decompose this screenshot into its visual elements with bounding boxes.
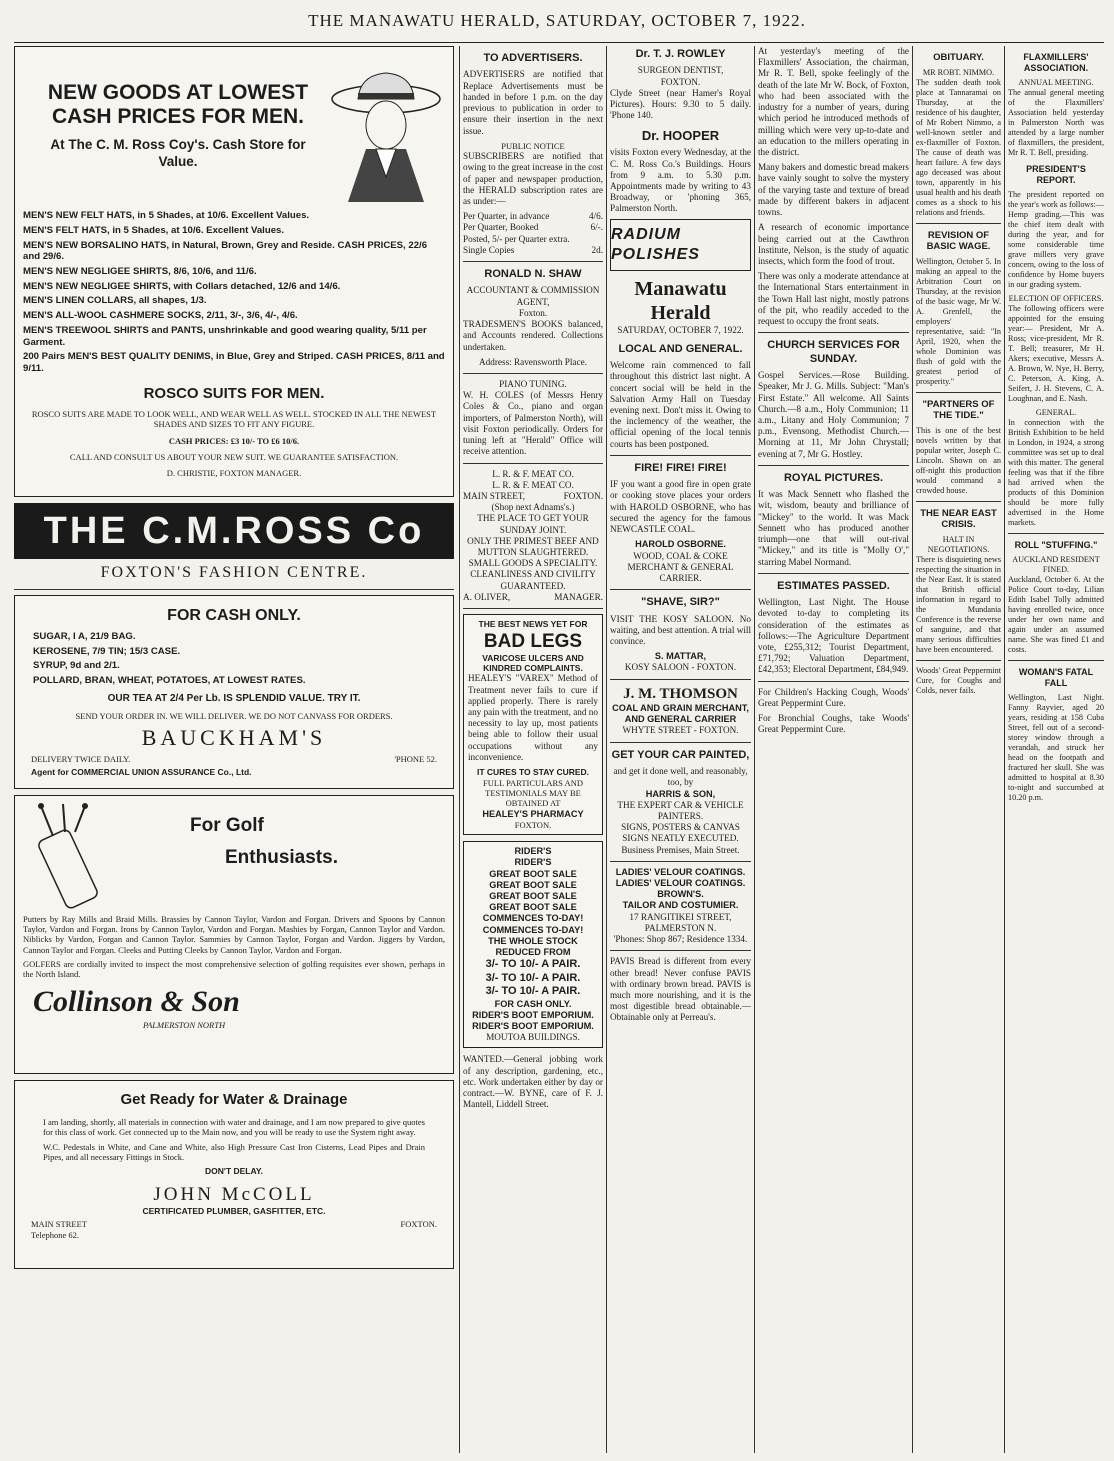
ross-item: MEN'S TREEWOOL SHIRTS and PANTS, unshrinkable and good wearing quality, 5/11 per Garment.: [23, 324, 427, 348]
mccoll-body2: W.C. Pedestals in White, and Cane and White, also High Pressure Cast Iron Cisterns, Lead Pipes and Drain Pipes, and all necessary Fittings in Stock.: [43, 1141, 425, 1162]
advertisers-body: ADVERTISERS are notified that Replace Advertisements must be handed in before 1 p.m. on the day previous to publication in order to ensure their insertion in the next issue.: [463, 69, 603, 136]
column-five: [916, 46, 1001, 1453]
rate-value: 2d.: [591, 244, 603, 255]
bauckham-prices: [33, 631, 445, 687]
sale-line: GREAT BOOT SALE: [489, 879, 577, 890]
cash-only: FOR CASH ONLY.: [494, 998, 572, 1009]
rate-label: Posted, 5/- per Quarter extra.: [463, 233, 570, 244]
reduced-from: REDUCED FROM: [495, 947, 571, 958]
ross-advertisement: [14, 46, 454, 497]
meat-title: L. R. & F. MEAT CO.: [492, 479, 574, 490]
bad-legs-body: HEALEY'S "VAREX" Method of Treatment never fails to cure if applied properly. There is rarely any pain with the treatment, and no necessity to lay up, most patients being able to follow their usual occupations without any inconvenience.: [468, 673, 598, 762]
public-notice-title: PUBLIC NOTICE: [501, 140, 565, 151]
masthead-rule: [14, 42, 1104, 43]
column-divider: [754, 46, 755, 1453]
estimates-body: Wellington, Last Night. The House devoted to-day to completing its consideration of the estimates as follows:—The Agriculture Department vote, £255,312; Tourist Department, £71,792; Valuation Department, £42,353; Electoral Department, £84,949.: [758, 597, 909, 675]
meat-street: MAIN STREET,: [463, 490, 526, 501]
osborne-name: HAROLD OSBORNE.: [635, 539, 726, 550]
estimates-title: ESTIMATES PASSED.: [777, 579, 890, 592]
bauckham-item: SYRUP, 9d and 2/1.: [33, 660, 120, 672]
car-body: and get it done well, and reasonably, too, by: [613, 766, 748, 788]
harris-line: THE EXPERT CAR & VEHICLE PAINTERS.: [617, 799, 744, 821]
column-divider: [912, 46, 913, 1453]
emporium-line: RIDER'S BOOT EMPORIUM.: [472, 1021, 594, 1031]
fatal-fall-body: Wellington, Last Night. Fanny Rayvier, aged 20 years, residing at 158 Cuba Street, fell out of a second-storey window through a verandah, and struck her head on the footpath and fractured her skull. She was admitted to hospital at 8.30 to-night and succumbed at 10.20 p.m.: [1008, 692, 1104, 802]
harris-name: HARRIS & SON,: [645, 788, 716, 799]
basic-wage-body: Wellington, October 5. In making an appeal to the Arbitration Court on Thursday, at the revision of the basic wage, Mr W. A. Grenfell, the employers' representative, said: "In April, 1920, when the whole Dominion was flush of gold with the greatest period of prosperity.": [916, 256, 1001, 386]
stars-news: There was only a moderate attendance at the International Stars entertainment in the Town Hall last night, mostly patrons of the pit, who readily acceded to the request to occupy the front seats.: [758, 271, 909, 327]
partners-body: This is one of the best novels written by that popular writer, Joseph C. Lincoln. Shown on an off-night this production would command a crowded house.: [916, 425, 1001, 495]
report-body: The president reported on the year's work as follows:— Hemp grading.—This was the chief item dealt with during the year, and for some considerable time grave millers very grave concern, owing to the loss of confidence by Home buyers in our grading system.: [1008, 189, 1104, 289]
rosco-suits-prices: CASH PRICES: £3 10/- TO £6 10/6.: [168, 435, 300, 446]
rate-value: 6/-.: [590, 222, 603, 233]
flaxmillers-sub: ANNUAL MEETING.: [1018, 77, 1094, 87]
thomson-name: J. M. THOMSON: [623, 685, 738, 702]
rate-label: Single Copies: [463, 244, 515, 255]
shaw-title: ACCOUNTANT & COMMISSION AGENT,: [466, 285, 600, 307]
hooper-body: visits Foxton every Wednesday, at the C. M. Ross Co.'s Buildings. Hours from 9 a.m. to 5.30 p.m. Appointments made by writing to 43 Broadway, or 'phoning 365, Palmerston North.: [610, 147, 751, 214]
mccoll-title: Get Ready for Water & Drainage: [120, 1090, 348, 1108]
shaw-name: RONALD N. SHAW: [484, 268, 582, 281]
emporium-line: RIDER'S BOOT EMPORIUM.: [472, 1009, 594, 1020]
ross-item: MEN'S FELT HATS, in 5 Shades, at 10/6. Excellent Values.: [23, 224, 285, 236]
report-title: PRESIDENT'S REPORT.: [1026, 163, 1086, 185]
ross-item: MEN'S NEW FELT HATS, in 5 Shades, at 10/6. Excellent Values.: [23, 210, 310, 222]
ross-item: MEN'S NEW BORSALINO HATS, in Natural, Brown, Grey and Reside. CASH PRICES, 22/6 and 29/6.: [23, 239, 428, 263]
riders-title: RIDER'S: [514, 857, 552, 868]
officers-body: The following officers were appointed for the ensuing year:— President, Mr A. Ross; vice-president, Mr R. T. Bell; treasurer, Mr H. Akers; executive, Messrs A. A. Brown, W. Nye, H. Berry, C. Peterson, A. King, A. Seifert, J. H. Stevens, C. A. Loughnan, and E. Nash.: [1008, 303, 1104, 403]
meat-title: L. R. & F. MEAT CO.: [492, 468, 574, 479]
riders-advertisement: [463, 841, 603, 1048]
bauckham-phone: 'PHONE 52.: [394, 754, 437, 765]
ross-item: MEN'S NEW NEGLIGEE SHIRTS, 8/6, 10/6, and 11/6.: [23, 266, 257, 278]
cawthron-news: A research of economic importance being carried out at the Cawthron Institute, Nelson, is the study of aquatic insects, which form the food of trout.: [758, 222, 909, 266]
bad-legs-top: THE BEST NEWS YET FOR: [478, 619, 588, 630]
peppermint-cure-note: Woods' Great Peppermint Cure, for Coughs and Colds, never fails.: [916, 666, 1001, 696]
harris-signs: SIGNS, POSTERS & CANVAS SIGNS NEATLY EXECUTED.: [621, 822, 740, 844]
obituary-title: OBITUARY.: [933, 52, 984, 63]
rosco-suits-title: ROSCO SUITS FOR MEN.: [143, 384, 325, 402]
ross-manager: D. CHRISTIE, FOXTON MANAGER.: [166, 468, 302, 479]
near-east-sub: HALT IN NEGOTIATIONS.: [927, 535, 990, 555]
gentleman-in-hat-illustration: [328, 67, 443, 202]
advertisers-title: TO ADVERTISERS.: [483, 52, 583, 64]
fatal-fall-title: WOMAN'S FATAL FALL: [1018, 666, 1094, 688]
bad-legs-title: BAD LEGS: [483, 630, 583, 652]
meat-line: ONLY THE PRIMEST BEEF AND MUTTON SLAUGHTERED.: [467, 535, 599, 558]
meat-line: SMALL GOODS A SPECIALITY.: [468, 558, 598, 569]
masthead: THE MANAWATU HERALD, SATURDAY, OCTOBER 7, 1922.: [308, 11, 806, 30]
shave-body: VISIT THE KOSY SALOON. No waiting, and best attention. A trial will convince.: [610, 613, 751, 647]
browns-name: BROWN'S.: [657, 889, 704, 900]
column-divider: [1004, 46, 1005, 1453]
car-title: GET YOUR CAR PAINTED,: [611, 748, 750, 761]
rowley-town: FOXTON.: [660, 76, 701, 87]
flaxmillers-news: At yesterday's meeting of the Flaxmillers' Association, the chairman, Mr R. T. Bell, spoke feelingly of the death of the late Mr W. Bock, of Foxton, who had been associated with the industry for a number of years, during which period he introduced methods of milling which were very up-to-date and an education to the millers operating in the district.: [758, 46, 909, 157]
sale-line: GREAT BOOT SALE: [489, 891, 577, 902]
meat-shop: (Shop next Adnams's.): [491, 502, 575, 513]
whole-stock: THE WHOLE STOCK: [488, 935, 578, 946]
near-east-body: There is disquieting news respecting the situation in the Near East. It is stated that British official information in regard to the Mundania Conference is the reverse of sanguine, and that many serious difficulties have been encountered.: [916, 555, 1001, 655]
wanted-notice: WANTED.—General jobbing work of any description, gardening, etc., etc. Work undertaken either by day or contract.—W. BYNE, care of F. J. Mantell, Liddell Street.: [463, 1054, 603, 1110]
ross-item: MEN'S NEW NEGLIGEE SHIRTS, with Collars detached, 12/6 and 14/6.: [23, 280, 341, 292]
ross-call-to-action: CALL AND CONSULT US ABOUT YOUR NEW SUIT. WE GUARANTEE SATISFACTION.: [69, 452, 399, 463]
obituary-body: The sudden death took place at Tannaramai on Thursday, at the residence of his daughter, of Mr Robert Nimmo, a well-known settler and ex-flaxmiller of Foxton. The cause of death was heart failure. A few days ago deceased was about town, apparently in his usual health and his death comes as a shock to his relations and friends.: [916, 77, 1001, 217]
bauckham-item: KEROSENE, 7/9 TIN; 15/3 CASE.: [33, 645, 181, 657]
mattar-name: S. MATTAR,: [654, 651, 707, 662]
general-title: GENERAL.: [1035, 407, 1077, 417]
left-ads-column: [14, 46, 454, 1453]
column-divider: [606, 46, 607, 1453]
bauckham-name: BAUCKHAM'S: [141, 725, 327, 751]
mccoll-phone: Telephone 62.: [31, 1229, 80, 1240]
ross-subhead: At The C. M. Ross Coy's. Cash Store for Value.: [50, 137, 306, 169]
rowley-title: SURGEON DENTIST,: [637, 65, 724, 76]
rate-label: Per Quarter, in advance: [463, 211, 550, 222]
subscription-rates: [463, 211, 603, 256]
shaw-address: Address: Ravensworth Place.: [479, 356, 587, 367]
velour-line: LADIES' VELOUR COATINGS.: [615, 878, 746, 889]
bauckham-title: FOR CASH ONLY.: [167, 606, 301, 624]
stuffing-sub: AUCKLAND RESIDENT FINED.: [1012, 554, 1100, 574]
commences-line: COMMENCES TO-DAY!: [482, 924, 584, 935]
church-body: Gospel Services.—Rose Building. Speaker, Mr J. G. Mills. Subject: "Man's First Estate." All welcome. All Saints Church.—8 a.m., Holy Communion; 11 a.m., Litany and Holy Communion; 7 p.m., Evensong. Methodist Church.—Morning at 11, Mr John Chrystall; evening at 7, Mr G. Hostley.: [758, 370, 909, 459]
bauckham-agent: Agent for COMMERCIAL UNION ASSURANCE Co., Ltd.: [31, 766, 252, 777]
bauckham-tea: OUR TEA AT 2/4 Per Lb. IS SPLENDID VALUE. TRY IT.: [107, 692, 361, 704]
meat-town: FOXTON.: [563, 490, 603, 501]
hooper-name: Dr. HOOPER: [641, 127, 720, 143]
velour-line: LADIES' VELOUR COATINGS.: [615, 866, 746, 877]
ross-headline: NEW GOODS AT LOWEST CASH PRICES FOR MEN.: [47, 81, 309, 129]
radium-polish-logo: RADIUM POLISHES: [610, 219, 751, 271]
riders-title: RIDER'S: [514, 846, 552, 857]
bauckham-send: SEND YOUR ORDER IN. WE WILL DELIVER. WE DO NOT CANVASS FOR ORDERS.: [75, 711, 393, 722]
piano-title: PIANO TUNING.: [499, 378, 567, 389]
meat-line: CLEANLINESS AND CIVILITY GUARANTEED.: [470, 569, 596, 591]
pictures-title: ROYAL PICTURES.: [783, 471, 884, 484]
shaw-body: TRADESMEN'S BOOKS balanced, and Accounts rendered. Collections undertaken.: [463, 319, 603, 352]
collinson-body: Putters by Ray Mills and Braid Mills. Brassies by Cannon Taylor, Vardon and Forgan. Drivers and Spoons by Cannon Taylor, Vardon and Forgan. Irons by Cannon Taylor, Vardon and Forgan. Mashies by Forgan, Cannon Taylor and Vardon. Niblicks by Vardon, Forgan and Cannon Taylor. Sammies by Cannon Taylor, Forgan and Vardon. Jiggers by Vardon, Cannon Taylor and Forgan. Cleeks and Putting Cleeks by Cannon Taylor, Vardon and Forgan.: [23, 913, 445, 955]
local-general-body: Welcome rain commenced to fall throughout this district last night. A concert social will be held in the Salvation Army Hall on Tuesday evening next. Don't miss it. Owing to the inclemency of the weather, the official opening of the local tennis courts has been postponed.: [610, 360, 751, 449]
browns-address: 17 RANGITIKEI STREET,: [629, 911, 732, 922]
mccoll-street: MAIN STREET: [31, 1219, 87, 1230]
collinson-place: PALMERSTON NORTH: [143, 1020, 226, 1031]
column-divider: [459, 46, 460, 1453]
thomson-title: COAL AND GRAIN MERCHANT, AND GENERAL CARRIER: [612, 703, 749, 725]
browns-town: PALMERSTON N.: [644, 922, 717, 933]
rosco-suits-text: ROSCO SUITS ARE MADE TO LOOK WELL, AND WEAR WELL AS WELL. STOCKED IN ALL THE NEWEST SHADES AND SIZES TO FIT ANY FIGURE.: [31, 408, 437, 430]
collinson-advertisement: [14, 795, 454, 1074]
commences-line: COMMENCES TO-DAY!: [482, 913, 584, 924]
flaxmillers-title: FLAXMILLERS' ASSOCIATION.: [1023, 52, 1089, 73]
column-three: [610, 46, 751, 1453]
collinson-title-line2: Enthusiasts.: [225, 846, 338, 868]
meat-line: THE PLACE TO GET YOUR SUNDAY JOINT.: [477, 513, 589, 535]
paper-date: SATURDAY, OCTOBER 7, 1922.: [617, 325, 744, 336]
harris-premises: Business Premises, Main Street.: [621, 844, 740, 855]
piano-body: W. H. COLES (of Messrs Henry Coles & Co., piano and organ importers, of Palmerston North), will visit Foxton periodically. Orders for tuning left at "Herald" Office will receive attention.: [463, 390, 603, 457]
bauckham-delivery: DELIVERY TWICE DAILY.: [31, 754, 131, 765]
meat-manager: MANAGER.: [554, 591, 603, 602]
mccoll-trade: CERTIFICATED PLUMBER, GASFITTER, ETC.: [142, 1205, 326, 1216]
golf-bag-illustration: [23, 802, 133, 912]
local-general-title: LOCAL AND GENERAL.: [618, 342, 743, 355]
bad-legs-advertisement: [463, 614, 603, 835]
peppermint-cure-note: For Children's Hacking Cough, Woods' Great Peppermint Cure.: [758, 686, 909, 708]
moutoa-buildings: MOUTOA BUILDINGS.: [486, 1032, 580, 1043]
near-east-title: THE NEAR EAST CRISIS.: [920, 507, 997, 531]
rowley-body: Clyde Street (near Hamer's Royal Pictures). Hours: 9.30 to 5 daily. 'Phone 140.: [610, 87, 751, 121]
bad-legs-cures: IT CURES TO STAY CURED.: [476, 767, 590, 778]
shave-title: "SHAVE, SIR?": [641, 596, 720, 609]
collinson-title-line1: For Golf: [190, 814, 264, 836]
peppermint-cure-note: For Bronchial Coughs, take Woods' Great Peppermint Cure.: [758, 713, 909, 735]
collinson-golfers: GOLFERS are cordially invited to inspect the most comprehensive selection of golfing requisites ever shown, perhaps in the North Island.: [23, 958, 445, 980]
rate-value: 4/6.: [588, 211, 603, 222]
osborne-line: WOOD, COAL & COKE MERCHANT & GENERAL CARRIER.: [627, 550, 734, 583]
rate-label: Per Quarter, Booked: [463, 222, 539, 233]
ross-logo: THE C.M.ROSS Co: [14, 503, 454, 559]
ross-product-list: [23, 210, 445, 374]
mattar-line: KOSY SALOON - FOXTON.: [624, 662, 737, 673]
sale-line: GREAT BOOT SALE: [489, 902, 577, 913]
sale-line: GREAT BOOT SALE: [489, 868, 577, 879]
fire-body: IF you want a good fire in open grate or cooking stove places your orders with HAROLD OSBORNE, who has secured the agency for the famous NEWCASTLE COAL.: [610, 479, 751, 535]
bakers-news: Many bakers and domestic bread makers have vainly sought to solve the mystery of the varying taste and texture of bread made by different bakers in adjacent towns.: [758, 162, 909, 218]
reduction-line: 3/- TO 10/- A PAIR.: [485, 971, 581, 984]
shaw-town: Foxton.: [518, 307, 548, 318]
flaxmillers-body: The annual general meeting of the Flaxmillers' Association held yesterday in Palmerston North was attended by a large number of flaxmillers, the president, Mr R. T. Bell, presiding.: [1008, 87, 1104, 157]
bauckham-advertisement: [14, 595, 454, 789]
reduction-line: 3/- TO 10/- A PAIR.: [485, 985, 581, 998]
reduction-line: 3/- TO 10/- A PAIR.: [485, 958, 581, 971]
browns-phones: 'Phones: Shop 867; Residence 1334.: [613, 934, 748, 945]
collinson-logo: Collinson & Son: [33, 984, 240, 1018]
obituary-name: MR ROBT. NIMMO.: [922, 67, 995, 77]
browns-title: TAILOR AND COSTUMIER.: [622, 900, 739, 911]
church-title: CHURCH SERVICES FOR SUNDAY.: [767, 339, 900, 365]
partners-title: "PARTNERS OF THE TIDE.": [922, 398, 995, 422]
pavis-bread: PAVIS Bread is different from every other bread! Never confuse PAVIS with ordinary brown bread. PAVIS is much more nourishing, and it is the most digestible bread obtainable.—Obtainable only at Perreau's.: [610, 956, 751, 1023]
column-four: [758, 46, 909, 1453]
basic-wage-title: REVISION OF BASIC WAGE.: [926, 229, 991, 253]
general-body: In connection with the British Exhibition to be held in London, in 1924, a strong committee was set up to deal with this matter. The general feeling was that if the fibre had arrived when the products of this Dominion should be more fully advertised in the Home markets.: [1008, 417, 1104, 527]
bauckham-item: SUGAR, I A, 21/9 BAG.: [33, 631, 136, 643]
mccoll-town: FOXTON.: [400, 1219, 437, 1230]
ross-item: MEN'S ALL-WOOL CASHMERE SOCKS, 2/11, 3/-, 3/6, 4/-, 4/6.: [23, 310, 298, 322]
mccoll-advertisement: [14, 1080, 454, 1269]
bad-legs-town: FOXTON.: [514, 819, 552, 830]
mccoll-body: I am landing, shortly, all materials in connection with water and drainage, and I am now prepared to give quotes for this class of work. Get connected up to the Main now, and you will be ready to use the System right away.: [43, 1116, 425, 1138]
officers-title: ELECTION OF OFFICERS.: [1008, 293, 1104, 303]
paper-title: Manawatu Herald: [634, 277, 727, 325]
bad-legs-sub: VARICOSE ULCERS AND KINDRED COMPLAINTS.: [482, 652, 584, 674]
mccoll-name: JOHN McCOLL: [153, 1183, 315, 1205]
healeys-pharmacy: HEALEY'S PHARMACY: [482, 808, 584, 819]
stuffing-body: Auckland, October 6. At the Police Court to-day, Lilian Edith Isabel Tolly admitted having enrolled twice, once under her own name and again under an assumed name. She was fined £1 and costs.: [1008, 574, 1104, 654]
bad-legs-full: FULL PARTICULARS AND TESTIMONIALS MAY BE OBTAINED AT: [483, 777, 583, 809]
column-six: [1008, 46, 1104, 1453]
thomson-street: WHYTE STREET - FOXTON.: [622, 725, 739, 736]
bauckham-item: POLLARD, BRAN, WHEAT, POTATOES, AT LOWEST RATES.: [33, 675, 306, 687]
pictures-body: It was Mack Sennett who flashed the wit, wisdom, beauty and brilliance of "Mickey" to the world. It was Mack Sennett who has produced another triumph—one that will out-rival "Mickey," and its title is "Molly O'," starring Mabel Normand.: [758, 489, 909, 567]
meat-owner: A. OLIVER,: [463, 591, 511, 602]
public-notice-body: SUBSCRIBERS are notified that owing to the great increase in the cost of paper and newspaper production, the HERALD subscription rates are as under:—: [463, 151, 603, 206]
mccoll-delay: DON'T DELAY.: [205, 1166, 263, 1177]
stuffing-title: ROLL "STUFFING.": [1014, 539, 1098, 550]
rowley-name: Dr. T. J. ROWLEY: [635, 48, 726, 60]
ross-logo-tagline: FOXTON'S FASHION CENTRE.: [100, 564, 368, 581]
fire-title: FIRE! FIRE! FIRE!: [634, 461, 727, 474]
ross-item: 200 Pairs MEN'S BEST QUALITY DENIMS, in Blue, Grey and Striped. CASH PRICES, 8/11 and 9/11.: [23, 351, 445, 374]
column-two: [463, 46, 603, 1453]
ross-item: MEN'S LINEN COLLARS, all shapes, 1/3.: [23, 295, 207, 307]
